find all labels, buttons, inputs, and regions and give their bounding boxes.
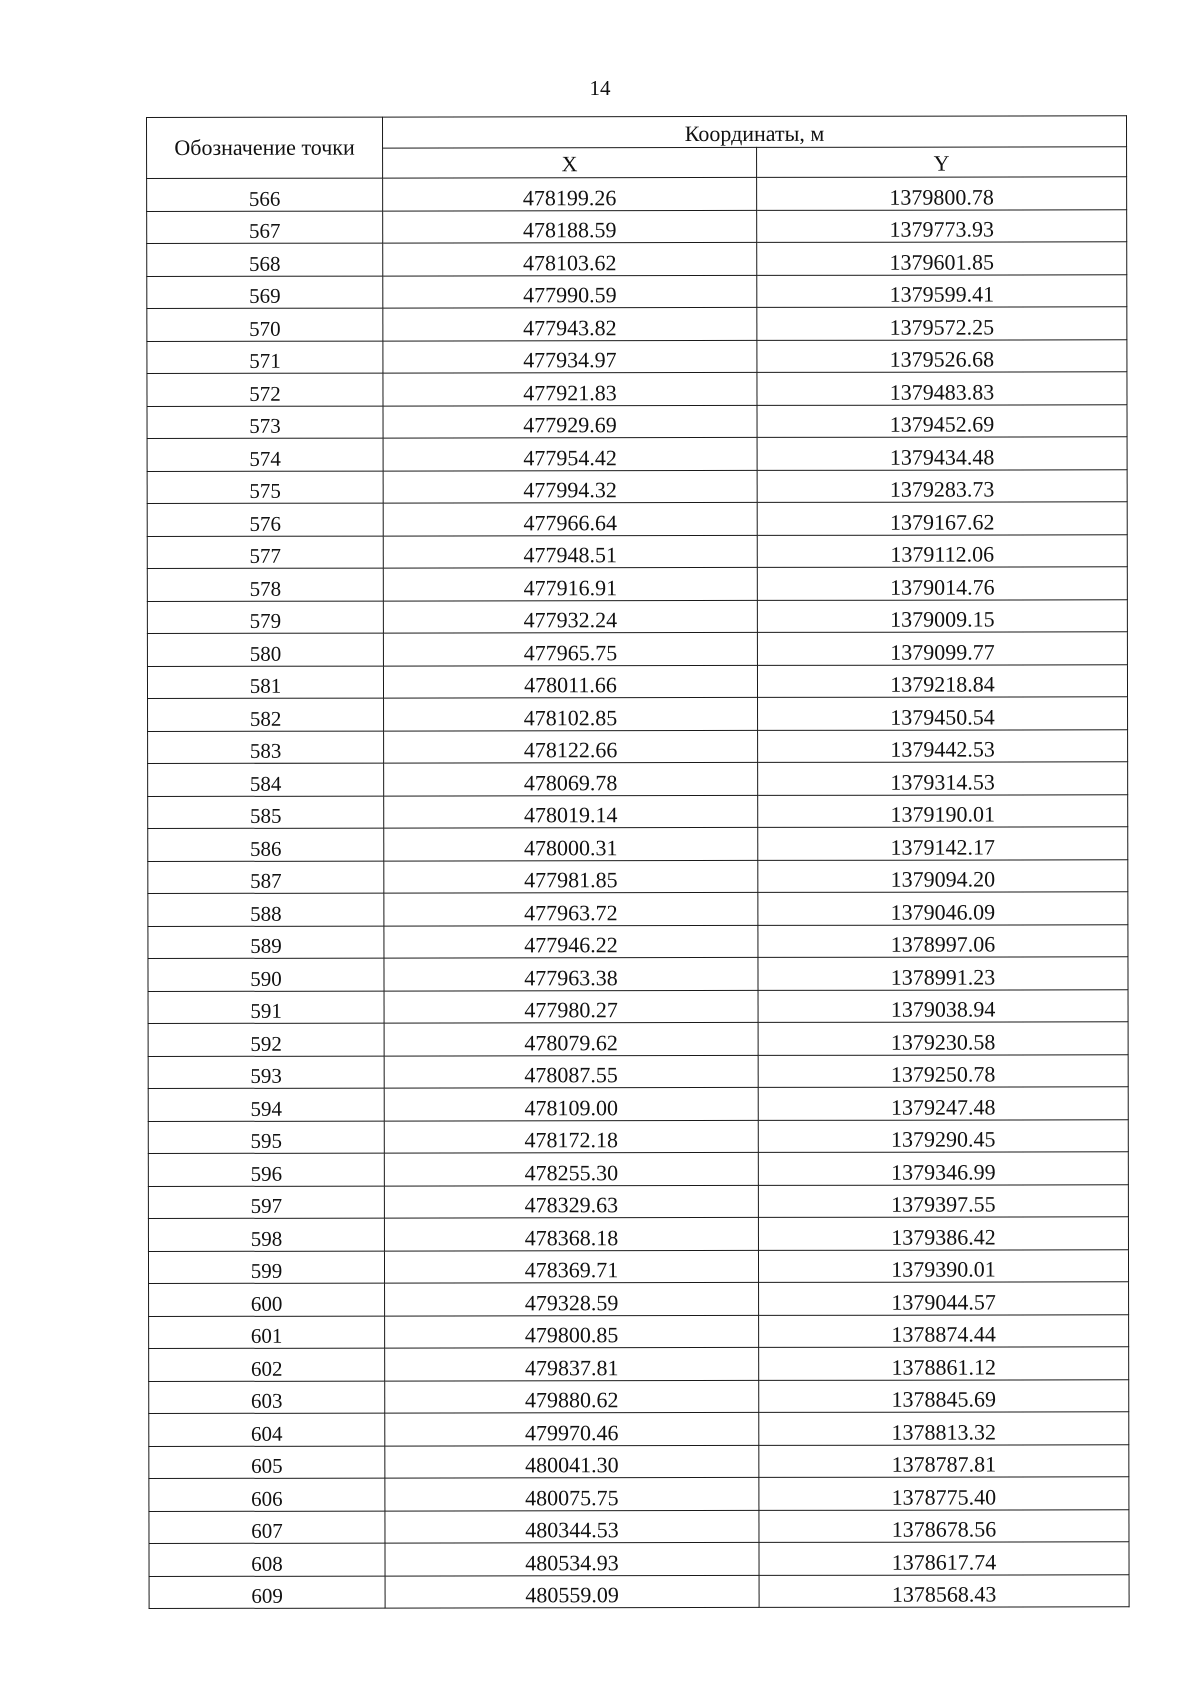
y-coordinate-cell: 1379386.42 <box>758 1217 1128 1250</box>
x-coordinate-cell: 480041.30 <box>385 1445 759 1478</box>
y-coordinate-cell: 1378568.43 <box>759 1574 1129 1607</box>
point-cell: 581 <box>147 666 383 699</box>
table-row <box>147 177 1127 211</box>
table-row <box>148 1022 1128 1056</box>
x-coordinate-cell: 478109.00 <box>384 1087 758 1120</box>
table-row <box>148 957 1128 991</box>
y-coordinate-cell: 1379314.53 <box>758 762 1128 795</box>
point-cell: 575 <box>147 471 383 504</box>
x-coordinate-cell: 477963.38 <box>384 957 758 990</box>
point-cell: 609 <box>149 1576 385 1609</box>
x-coordinate-cell: 480559.09 <box>385 1575 759 1608</box>
table-row <box>148 1184 1128 1218</box>
table-row <box>149 1444 1129 1478</box>
table-row <box>148 1119 1128 1153</box>
point-cell: 573 <box>147 406 383 439</box>
y-coordinate-cell: 1379346.99 <box>758 1152 1128 1185</box>
x-coordinate-cell: 478368.18 <box>384 1217 758 1250</box>
point-cell: 582 <box>148 698 384 731</box>
table-row <box>148 1217 1128 1251</box>
y-coordinate-cell: 1379572.25 <box>757 307 1127 340</box>
point-cell: 574 <box>147 438 383 471</box>
y-coordinate-cell: 1379601.85 <box>757 242 1127 275</box>
y-coordinate-cell: 1379009.15 <box>757 599 1127 632</box>
x-coordinate-cell: 477980.27 <box>384 990 758 1023</box>
point-cell: 603 <box>149 1381 385 1414</box>
table-row <box>147 339 1127 373</box>
point-cell: 594 <box>148 1088 384 1121</box>
x-coordinate-cell: 478087.55 <box>384 1055 758 1088</box>
point-cell: 608 <box>149 1543 385 1576</box>
x-coordinate-cell: 477916.91 <box>383 567 757 600</box>
point-cell: 591 <box>148 991 384 1024</box>
x-coordinate-cell: 478199.26 <box>383 177 757 210</box>
table-row <box>147 502 1127 536</box>
y-coordinate-cell: 1379046.09 <box>758 892 1128 925</box>
y-coordinate-cell: 1378813.32 <box>759 1412 1129 1445</box>
x-coordinate-cell: 478329.63 <box>384 1185 758 1218</box>
table-row <box>148 989 1128 1023</box>
x-column-header: X <box>383 147 757 178</box>
x-coordinate-cell: 478000.31 <box>384 827 758 860</box>
x-coordinate-cell: 478369.71 <box>384 1250 758 1283</box>
table-row <box>148 762 1128 796</box>
x-coordinate-cell: 479970.46 <box>385 1412 759 1445</box>
point-cell: 593 <box>148 1056 384 1089</box>
x-coordinate-cell: 478103.62 <box>383 242 757 275</box>
table-row <box>149 1314 1129 1348</box>
x-coordinate-cell: 479328.59 <box>385 1282 759 1315</box>
table-row <box>148 1152 1128 1186</box>
point-cell: 569 <box>147 276 383 309</box>
table-row <box>147 599 1127 633</box>
table-row <box>149 1412 1129 1446</box>
y-coordinate-cell: 1379390.01 <box>758 1249 1128 1282</box>
point-cell: 601 <box>149 1316 385 1349</box>
point-cell: 570 <box>147 308 383 341</box>
point-cell: 571 <box>147 341 383 374</box>
table-row <box>147 242 1127 276</box>
point-cell: 595 <box>148 1121 384 1154</box>
x-coordinate-cell: 479880.62 <box>385 1380 759 1413</box>
table-row <box>147 307 1127 341</box>
point-cell: 597 <box>148 1186 384 1219</box>
y-coordinate-cell: 1378617.74 <box>759 1542 1129 1575</box>
y-coordinate-cell: 1379167.62 <box>757 502 1127 535</box>
x-coordinate-cell: 478069.78 <box>384 762 758 795</box>
y-coordinate-cell: 1378775.40 <box>759 1477 1129 1510</box>
point-cell: 606 <box>149 1478 385 1511</box>
table-row <box>148 1054 1128 1088</box>
point-cell: 589 <box>148 926 384 959</box>
table-row <box>149 1282 1129 1316</box>
y-coordinate-cell: 1379397.55 <box>758 1184 1128 1217</box>
y-coordinate-cell: 1378678.56 <box>759 1509 1129 1542</box>
table-row <box>149 1574 1129 1608</box>
point-column-header: Обозначение точки <box>147 117 383 178</box>
table-row <box>147 664 1127 698</box>
table-row <box>148 794 1128 828</box>
point-cell: 576 <box>147 503 383 536</box>
x-coordinate-cell: 477994.32 <box>383 470 757 503</box>
y-coordinate-cell: 1378845.69 <box>759 1379 1129 1412</box>
x-coordinate-cell: 477954.42 <box>383 437 757 470</box>
y-coordinate-cell: 1379112.06 <box>757 534 1127 567</box>
y-coordinate-cell: 1379442.53 <box>758 729 1128 762</box>
table-row <box>147 209 1127 243</box>
point-cell: 598 <box>148 1218 384 1251</box>
x-coordinate-cell: 477963.72 <box>384 892 758 925</box>
point-cell: 578 <box>147 568 383 601</box>
table-row <box>149 1477 1129 1511</box>
y-coordinate-cell: 1379283.73 <box>757 469 1127 502</box>
point-cell: 588 <box>148 893 384 926</box>
point-cell: 579 <box>147 601 383 634</box>
table-row <box>147 469 1127 503</box>
x-coordinate-cell: 478079.62 <box>384 1022 758 1055</box>
table-row <box>147 372 1127 406</box>
y-coordinate-cell: 1379094.20 <box>758 859 1128 892</box>
y-coordinate-cell: 1379038.94 <box>758 989 1128 1022</box>
point-cell: 587 <box>148 861 384 894</box>
x-coordinate-cell: 477981.85 <box>384 860 758 893</box>
table-row <box>148 697 1128 731</box>
table-row <box>148 1087 1128 1121</box>
table-row <box>149 1542 1129 1576</box>
x-coordinate-cell: 477990.59 <box>383 275 757 308</box>
point-cell: 596 <box>148 1153 384 1186</box>
point-cell: 577 <box>147 536 383 569</box>
table-row <box>147 534 1127 568</box>
x-coordinate-cell: 479800.85 <box>385 1315 759 1348</box>
y-coordinate-cell: 1379218.84 <box>757 664 1127 697</box>
y-coordinate-cell: 1379190.01 <box>758 794 1128 827</box>
y-coordinate-cell: 1379599.41 <box>757 274 1127 307</box>
table-row <box>147 632 1127 666</box>
y-coordinate-cell: 1379044.57 <box>759 1282 1129 1315</box>
x-coordinate-cell: 477965.75 <box>383 632 757 665</box>
x-coordinate-cell: 478172.18 <box>384 1120 758 1153</box>
table-row <box>148 892 1128 926</box>
y-column-header: Y <box>757 147 1127 178</box>
y-coordinate-cell: 1379483.83 <box>757 372 1127 405</box>
x-coordinate-cell: 477966.64 <box>383 502 757 535</box>
y-coordinate-cell: 1379142.17 <box>758 827 1128 860</box>
table-header <box>147 116 1127 179</box>
y-coordinate-cell: 1378997.06 <box>758 924 1128 957</box>
x-coordinate-cell: 478188.59 <box>383 210 757 243</box>
y-coordinate-cell: 1378787.81 <box>759 1444 1129 1477</box>
y-coordinate-cell: 1378991.23 <box>758 957 1128 990</box>
table-row <box>149 1347 1129 1381</box>
point-cell: 599 <box>148 1251 384 1284</box>
point-cell: 607 <box>149 1511 385 1544</box>
table-row <box>147 567 1127 601</box>
point-cell: 567 <box>147 211 383 244</box>
x-coordinate-cell: 477921.83 <box>383 372 757 405</box>
coordinates-table <box>146 115 1130 1609</box>
y-coordinate-cell: 1379452.69 <box>757 404 1127 437</box>
y-coordinate-cell: 1379800.78 <box>757 177 1127 210</box>
y-coordinate-cell: 1379247.48 <box>758 1087 1128 1120</box>
x-coordinate-cell: 477929.69 <box>383 405 757 438</box>
table-row <box>149 1379 1129 1413</box>
table-row <box>148 1249 1128 1283</box>
table-row <box>147 437 1127 471</box>
point-cell: 600 <box>149 1283 385 1316</box>
x-coordinate-cell: 480075.75 <box>385 1477 759 1510</box>
table-body <box>147 177 1130 1609</box>
point-cell: 592 <box>148 1023 384 1056</box>
x-coordinate-cell: 478102.85 <box>384 697 758 730</box>
y-coordinate-cell: 1378874.44 <box>759 1314 1129 1347</box>
point-cell: 590 <box>148 958 384 991</box>
x-coordinate-cell: 477932.24 <box>383 600 757 633</box>
point-cell: 585 <box>148 796 384 829</box>
point-cell: 568 <box>147 243 383 276</box>
y-coordinate-cell: 1379773.93 <box>757 209 1127 242</box>
x-coordinate-cell: 477948.51 <box>383 535 757 568</box>
x-coordinate-cell: 479837.81 <box>385 1347 759 1380</box>
x-coordinate-cell: 478255.30 <box>384 1152 758 1185</box>
y-coordinate-cell: 1379450.54 <box>758 697 1128 730</box>
x-coordinate-cell: 478019.14 <box>384 795 758 828</box>
x-coordinate-cell: 477934.97 <box>383 340 757 373</box>
y-coordinate-cell: 1378861.12 <box>759 1347 1129 1380</box>
x-coordinate-cell: 478122.66 <box>384 730 758 763</box>
point-cell: 586 <box>148 828 384 861</box>
y-coordinate-cell: 1379434.48 <box>757 437 1127 470</box>
y-coordinate-cell: 1379290.45 <box>758 1119 1128 1152</box>
point-cell: 572 <box>147 373 383 406</box>
point-cell: 566 <box>147 178 383 211</box>
table-row <box>149 1509 1129 1543</box>
table-row <box>147 404 1127 438</box>
point-cell: 584 <box>148 763 384 796</box>
x-coordinate-cell: 480344.53 <box>385 1510 759 1543</box>
table-row <box>148 729 1128 763</box>
table-row <box>148 827 1128 861</box>
y-coordinate-cell: 1379099.77 <box>757 632 1127 665</box>
point-cell: 580 <box>147 633 383 666</box>
x-coordinate-cell: 477943.82 <box>383 307 757 340</box>
coordinates-group-header: Координаты, м <box>383 116 1127 148</box>
point-cell: 605 <box>149 1446 385 1479</box>
page-number: 14 <box>589 76 611 100</box>
y-coordinate-cell: 1379230.58 <box>758 1022 1128 1055</box>
table-row <box>148 859 1128 893</box>
table-row <box>147 274 1127 308</box>
x-coordinate-cell: 480534.93 <box>385 1542 759 1575</box>
y-coordinate-cell: 1379526.68 <box>757 339 1127 372</box>
point-cell: 583 <box>148 731 384 764</box>
x-coordinate-cell: 477946.22 <box>384 925 758 958</box>
point-cell: 604 <box>149 1413 385 1446</box>
point-cell: 602 <box>149 1348 385 1381</box>
x-coordinate-cell: 478011.66 <box>383 665 757 698</box>
y-coordinate-cell: 1379014.76 <box>757 567 1127 600</box>
y-coordinate-cell: 1379250.78 <box>758 1054 1128 1087</box>
table-row <box>148 924 1128 958</box>
